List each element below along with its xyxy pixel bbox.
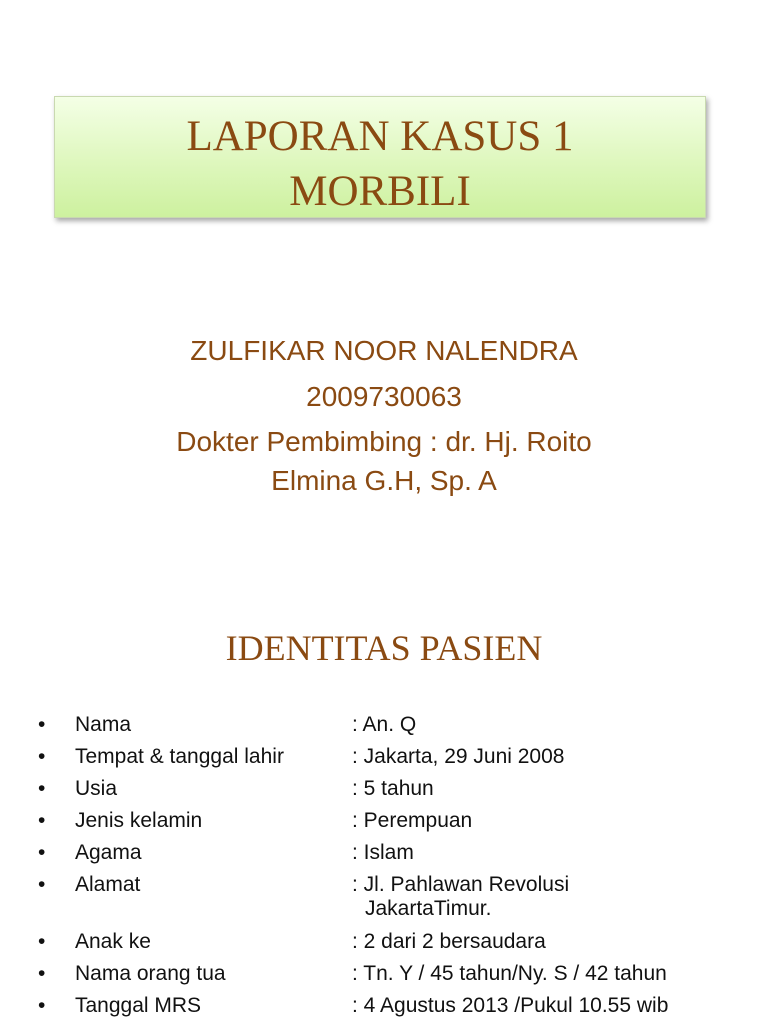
list-item bbox=[38, 808, 758, 840]
field-value: : An. Q bbox=[352, 713, 417, 736]
field-value-continuation: JakartaTimur. bbox=[365, 897, 492, 920]
bullet-icon: • bbox=[38, 841, 46, 864]
title-line-2: MORBILI bbox=[289, 168, 471, 215]
bullet-icon: • bbox=[38, 962, 46, 985]
bullet-icon: • bbox=[38, 994, 46, 1017]
list-item bbox=[38, 872, 758, 929]
bullet-icon: • bbox=[38, 809, 46, 832]
field-value: : Tn. Y / 45 tahun/Ny. S / 42 tahun bbox=[352, 962, 667, 985]
field-value: : Perempuan bbox=[352, 809, 473, 832]
bullet-icon: • bbox=[38, 713, 46, 736]
field-label: Anak ke bbox=[75, 930, 151, 953]
student-id: 2009730063 bbox=[306, 381, 462, 412]
bullet-icon: • bbox=[38, 873, 46, 896]
list-item bbox=[38, 961, 758, 993]
list-item bbox=[38, 840, 758, 872]
list-item bbox=[38, 929, 758, 961]
field-label: Usia bbox=[75, 777, 118, 800]
field-value: : Jakarta, 29 Juni 2008 bbox=[352, 745, 565, 768]
field-label: Alamat bbox=[75, 873, 141, 896]
patient-identity-list bbox=[38, 712, 758, 1024]
field-value: : 5 tahun bbox=[352, 777, 434, 800]
field-label: Tanggal MRS bbox=[75, 994, 202, 1017]
list-item bbox=[38, 993, 758, 1024]
field-label: Agama bbox=[75, 841, 142, 864]
bullet-icon: • bbox=[38, 745, 46, 768]
list-item bbox=[38, 744, 758, 776]
bullet-icon: • bbox=[38, 777, 46, 800]
list-item bbox=[38, 776, 758, 808]
field-label: Nama orang tua bbox=[75, 962, 226, 985]
field-label: Jenis kelamin bbox=[75, 809, 203, 832]
list-item bbox=[38, 712, 758, 744]
supervisor-line-1: Dokter Pembimbing : dr. Hj. Roito bbox=[176, 426, 592, 457]
section-heading: IDENTITAS PASIEN bbox=[225, 628, 543, 668]
field-value: : Islam bbox=[352, 841, 414, 864]
bullet-icon: • bbox=[38, 930, 46, 953]
field-label: Tempat & tanggal lahir bbox=[75, 745, 284, 768]
author-name: ZULFIKAR NOOR NALENDRA bbox=[190, 335, 578, 366]
title-line-1: LAPORAN KASUS 1 bbox=[186, 113, 574, 160]
field-value: : Jl. Pahlawan Revolusi bbox=[352, 873, 570, 896]
field-label: Nama bbox=[75, 713, 132, 736]
supervisor-line-2: Elmina G.H, Sp. A bbox=[271, 465, 497, 496]
title-box bbox=[54, 96, 706, 218]
field-value: : 2 dari 2 bersaudara bbox=[352, 930, 546, 953]
field-value: : 4 Agustus 2013 /Pukul 10.55 wib bbox=[352, 994, 669, 1017]
